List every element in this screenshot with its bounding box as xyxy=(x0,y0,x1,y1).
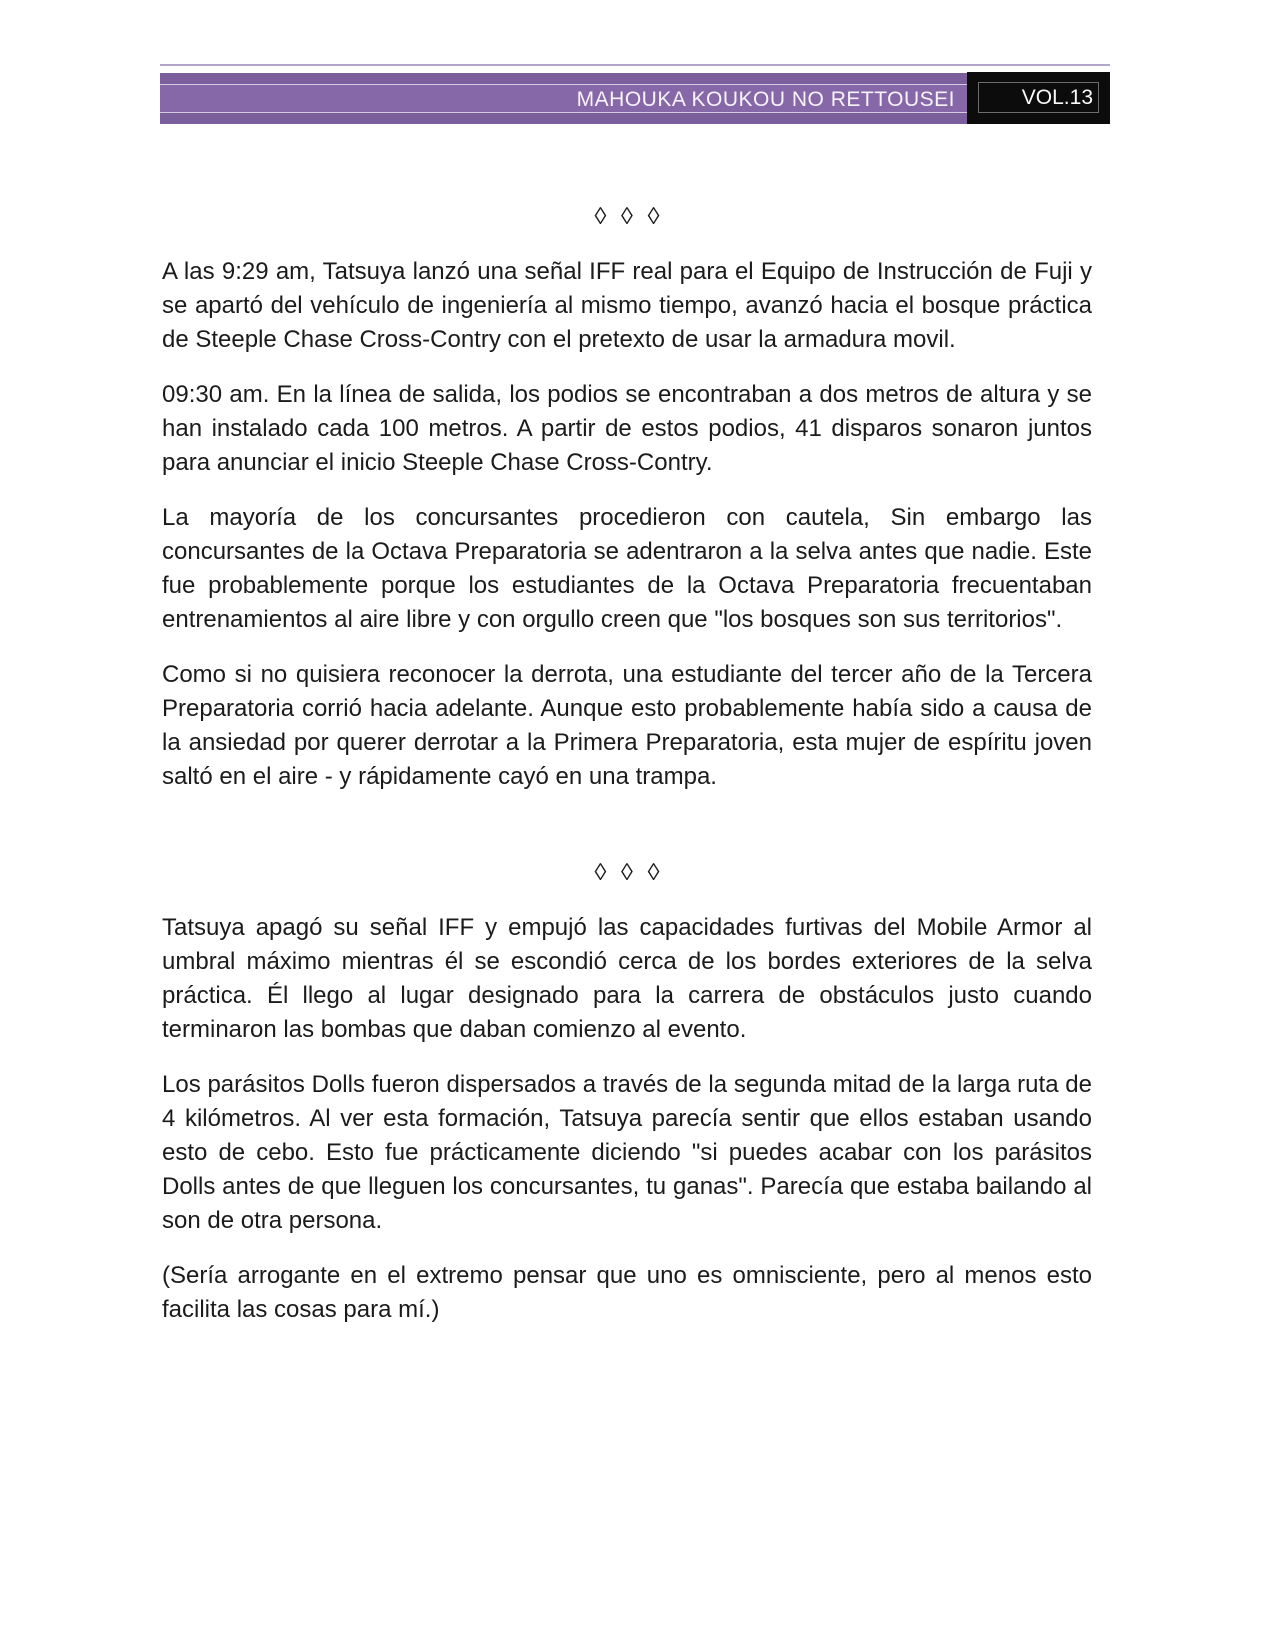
paragraph: 09:30 am. En la línea de salida, los podios se encontraban a dos metros de altura y se han instalado cada 100 metros. A partir de estos podios, 41 disparos sonaron juntos para anunciar el inicio Steeple Chase Cross-Contry. xyxy=(162,381,1092,476)
paragraph: La mayoría de los concursantes procedieron con cautela, Sin embargo las concursantes de la Octava Preparatoria se adentraron a la selva antes que nadie. Este fue probablemente porque los estudiantes de la Octava Preparatoria frecuentaban entrenamientos al aire libre y con orgullo creen que "los bosques son sus territorios". xyxy=(162,504,1092,633)
section-separator-diamonds: ◊ ◊ ◊ xyxy=(594,859,660,886)
document-body xyxy=(162,0,1092,1348)
paragraph: Los parásitos Dolls fueron dispersados a través de la segunda mitad de la larga ruta de 4 kilómetros. Al ver esta formación, Tatsuya parecía sentir que ellos estaban usando esto de cebo. Esto fue prácticamente diciendo "si puedes acabar con los parásitos Dolls antes de que lleguen los concursantes, tu ganas". Parecía que estaba bailando al son de otra persona. xyxy=(162,1071,1092,1234)
volume-label: VOL.13 xyxy=(1021,86,1093,109)
section-separator-diamonds: ◊ ◊ ◊ xyxy=(594,203,660,230)
header-title: MAHOUKA KOUKOU NO RETTOUSEI xyxy=(576,87,955,111)
paragraph: (Sería arrogante en el extremo pensar que uno es omnisciente, pero al menos esto facilita las cosas para mí.) xyxy=(162,1262,1092,1323)
paragraph: Como si no quisiera reconocer la derrota, una estudiante del tercer año de la Tercera Preparatoria corrió hacia adelante. Aunque esto probablemente había sido a causa de la ansiedad por querer derrotar a la Primera Preparatoria, esta mujer de espíritu joven saltó en el aire - y rápidamente cayó en una trampa. xyxy=(162,661,1092,790)
paragraph: A las 9:29 am, Tatsuya lanzó una señal IFF real para el Equipo de Instrucción de Fuji y se apartó del vehículo de ingeniería al mismo tiempo, avanzó hacia el bosque práctica de Steeple Chase Cross-Contry con el pretexto de usar la armadura movil. xyxy=(162,258,1092,353)
paragraph: Tatsuya apagó su señal IFF y empujó las capacidades furtivas del Mobile Armor al umbral máximo mientras él se escondió cerca de los bordes exteriores de la selva práctica. Él llego al lugar designado para la carrera de obstáculos justo cuando terminaron las bombas que daban comienzo al evento. xyxy=(162,914,1092,1043)
